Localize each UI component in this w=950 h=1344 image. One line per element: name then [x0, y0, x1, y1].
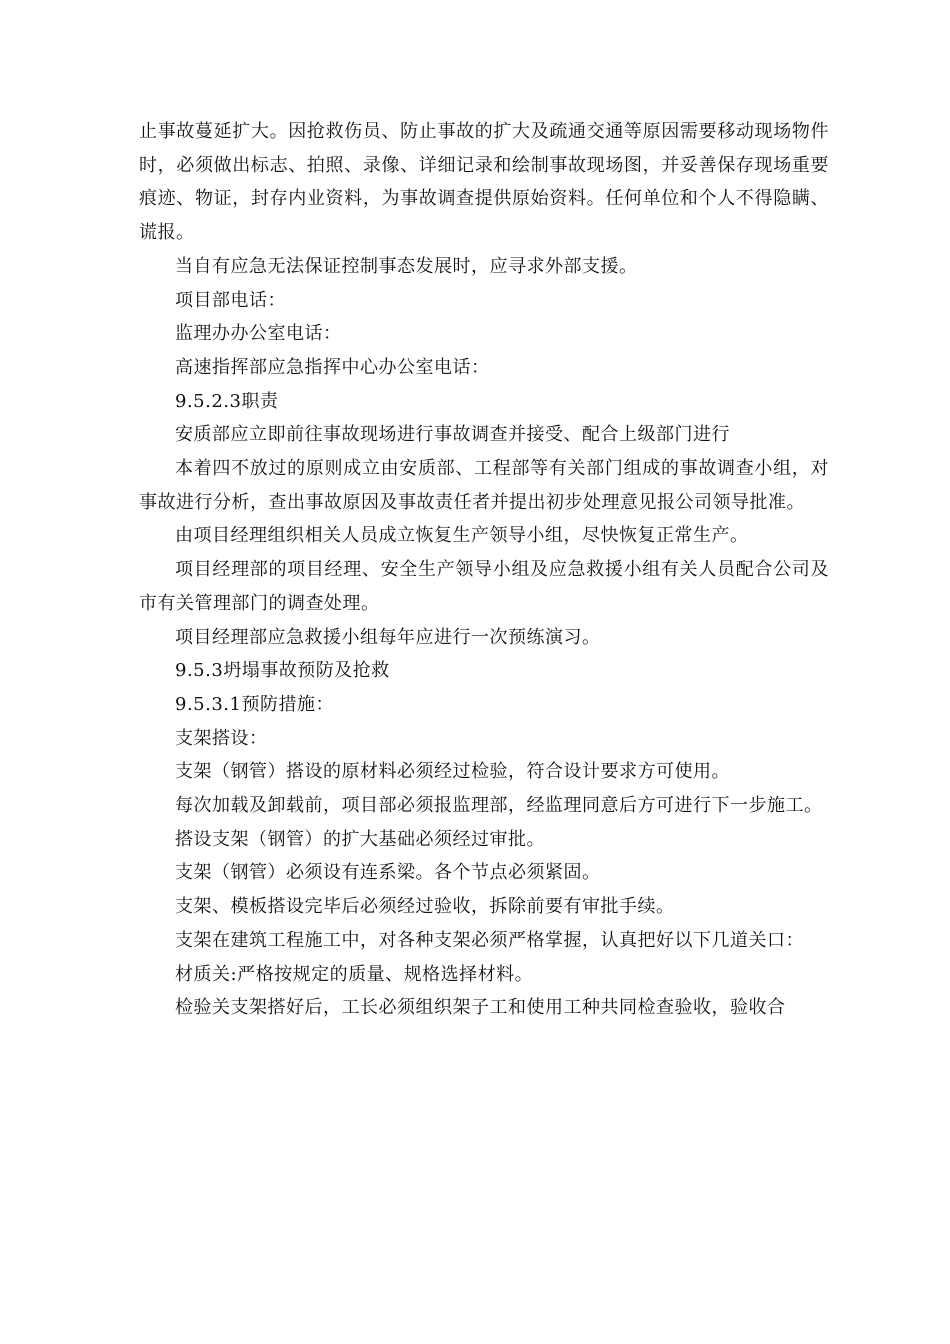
section-heading: 9.5.3坍塌事故预防及抢救 — [175, 660, 390, 682]
paragraph: 高速指挥部应急指挥中心办公室电话： — [175, 356, 490, 378]
paragraph: 项目经理部应急救援小组每年应进行一次预练演习。 — [175, 626, 601, 648]
paragraph: 支架搭设： — [175, 727, 268, 749]
paragraph: 检验关支架搭好后，工长必须组织架子工和使用工种共同检查验收，验收合 — [175, 997, 786, 1019]
paragraph: 材质关:严格按规定的质量、规格选择材料。 — [175, 963, 534, 985]
paragraph: 监理办办公室电话： — [175, 323, 342, 345]
paragraph: 项目经理部的项目经理、安全生产领导小组及应急救援小组有关人员配合公司及市有关管理部门的调查处理。 — [139, 559, 829, 614]
section-heading: 9.5.3.1预防措施： — [175, 693, 334, 715]
paragraph: 安质部应立即前往事故现场进行事故调查并接受、配合上级部门进行 — [175, 424, 730, 446]
section-heading: 9.5.2.3职责 — [175, 390, 279, 412]
paragraph: 当自有应急无法保证控制事态发展时，应寻求外部支援。 — [175, 255, 638, 277]
paragraph: 支架（钢管）必须设有连系梁。各个节点必须紧固。 — [175, 862, 601, 884]
paragraph: 每次加载及卸载前，项目部必须报监理部，经监理同意后方可进行下一步施工。 — [175, 795, 823, 817]
paragraph: 支架、模板搭设完毕后必须经过验收，拆除前要有审批手续。 — [175, 896, 675, 918]
paragraph: 由项目经理组织相关人员成立恢复生产领导小组，尽快恢复正常生产。 — [175, 525, 749, 547]
paragraph: 搭设支架（钢管）的扩大基础必须经过审批。 — [175, 828, 545, 850]
paragraph: 支架在建筑工程施工中，对各种支架必须严格掌握，认真把好以下几道关口： — [175, 929, 804, 951]
document-body — [139, 115, 829, 1025]
paragraph: 止事故蔓延扩大。因抢救伤员、防止事故的扩大及疏通交通等原因需要移动现场物件时，必须做出标志、拍照、录像、详细记录和绘制事故现场图，并妥善保存现场重要痕迹、物证，封存内业资料，为事故调查提供原始资料。任何单位和个人不得隐瞒、谎报。 — [139, 121, 829, 244]
paragraph: 项目部电话： — [175, 289, 286, 311]
paragraph: 支架（钢管）搭设的原材料必须经过检验，符合设计要求方可使用。 — [175, 761, 730, 783]
paragraph: 本着四不放过的原则成立由安质部、工程部等有关部门组成的事故调查小组，对事故进行分析，查出事故原因及事故责任者并提出初步处理意见报公司领导批准。 — [139, 458, 829, 513]
